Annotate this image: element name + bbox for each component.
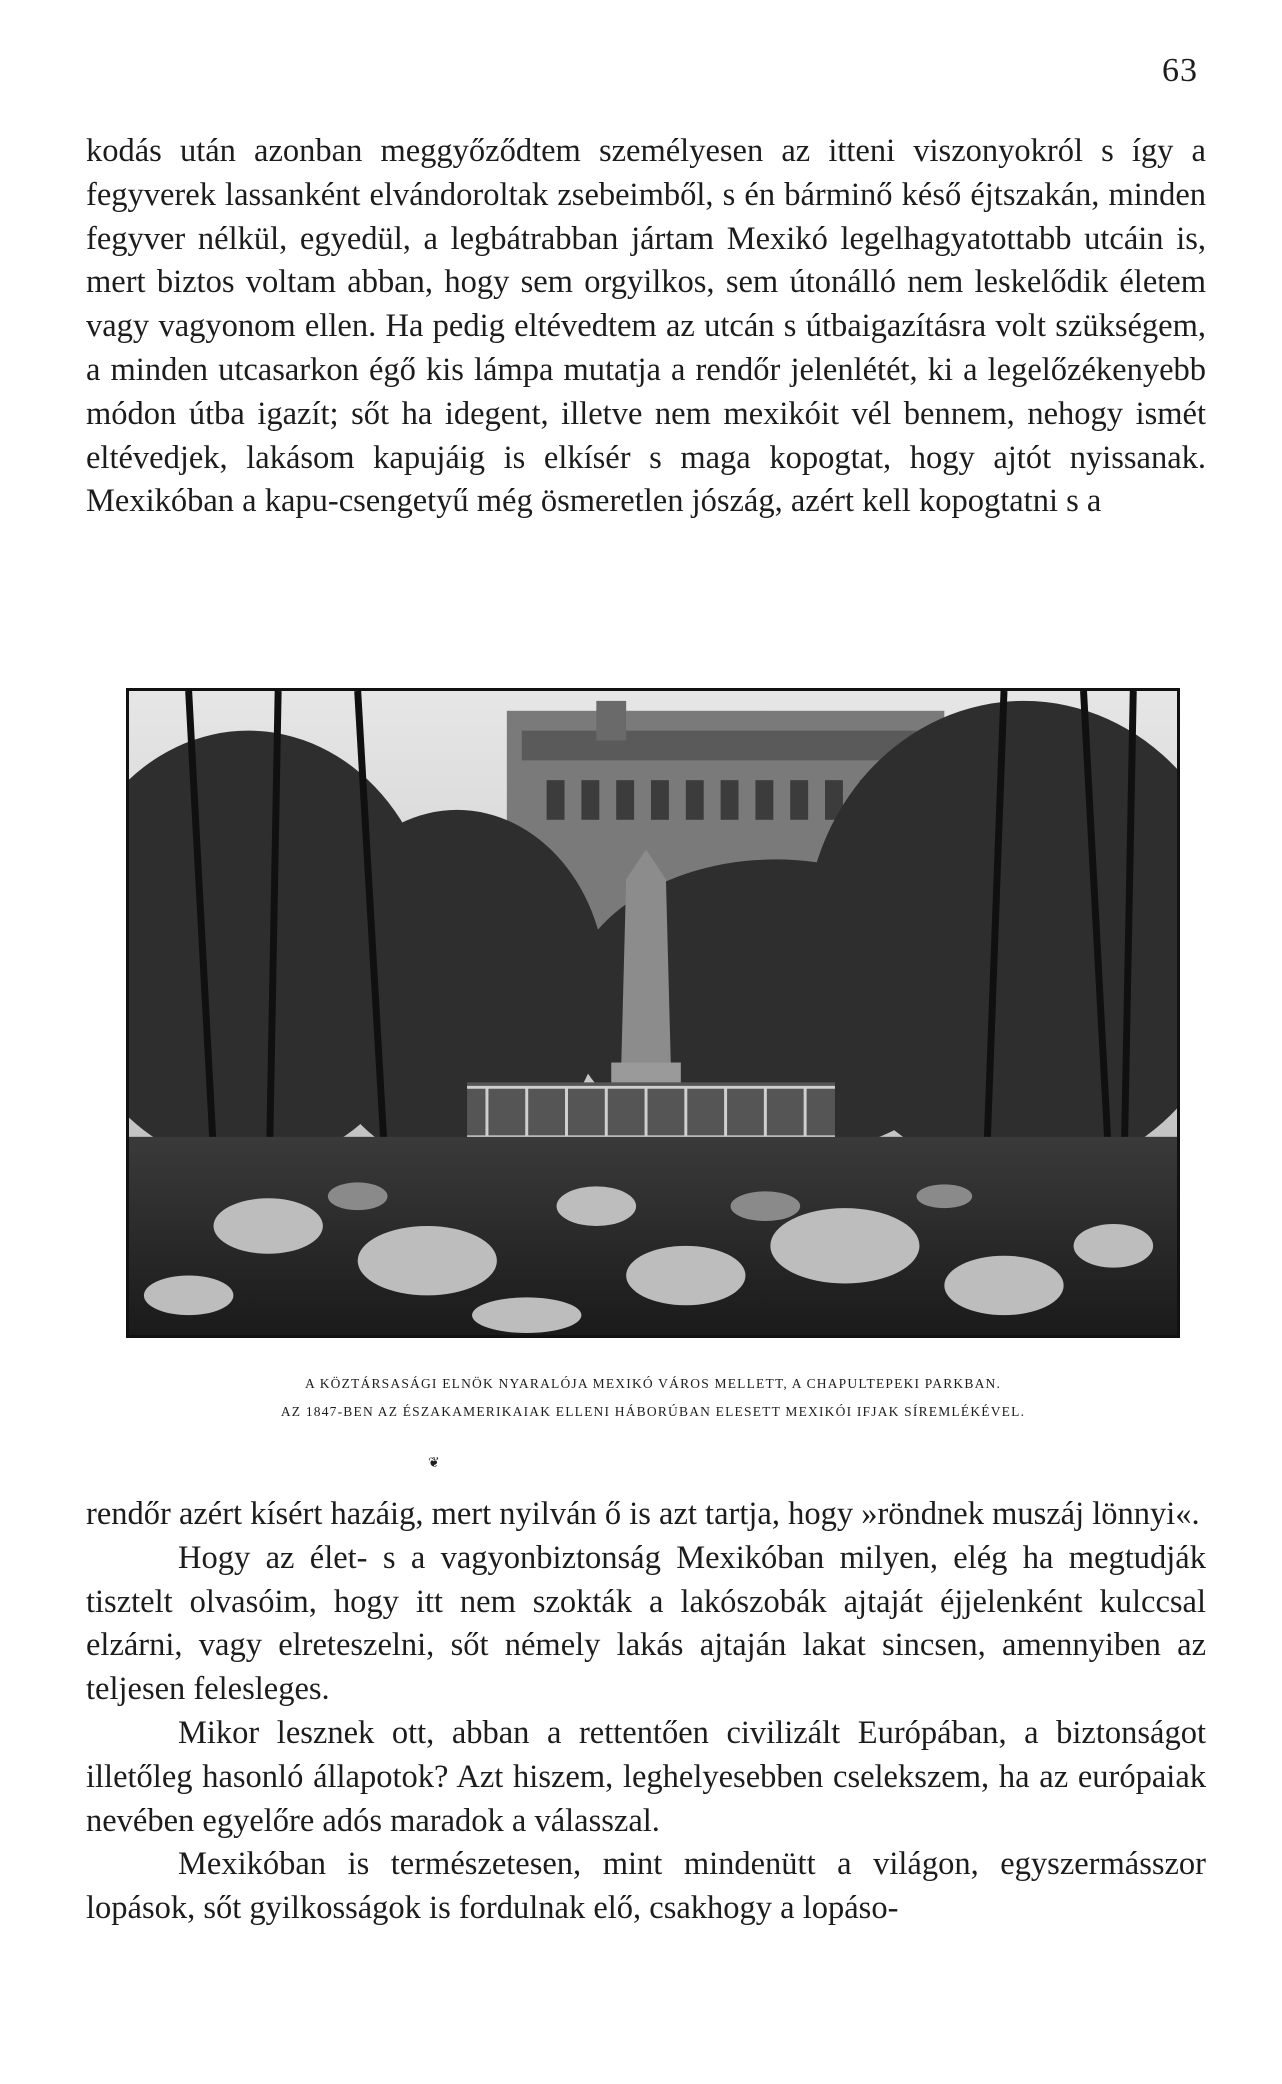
figure-caption — [126, 1370, 1180, 1426]
top-text-block — [86, 130, 1206, 524]
bottom-text-block — [86, 1493, 1206, 1931]
photo-illustration — [129, 691, 1177, 1335]
paragraph: Mexikóban is természetesen, mint mindenütt a világon, egyszermásszor lopások, sőt gyilkosságok is fordulnak elő, csakhogy a lopáso- — [86, 1846, 1206, 1927]
paragraph: Hogy az élet- s a vagyonbiztonság Mexikóban milyen, elég ha megtudják tisztelt olvasóim, hogy itt nem szokták a lakószobák ajtaját éjjelenként kulccsal elzárni, vagy elreteszelni, sőt némely lakás ajtaján lakat sincsen, amennyiben az teljesen felesleges. — [86, 1539, 1206, 1708]
caption-line-2: AZ 1847-BEN AZ ÉSZAKAMERIKAIAK ELLENI HÁBORÚBAN ELESETT MEXIKÓI IFJAK SÍREMLÉKÉVEL. — [280, 1404, 1026, 1419]
page-number: 63 — [1162, 52, 1198, 89]
chapultepec-park-photo — [126, 688, 1180, 1338]
paragraph: rendőr azért kísért hazáig, mert nyilván ő is azt tartja, hogy »röndnek muszáj lönnyi«. — [86, 1496, 1200, 1532]
paragraph: kodás után azonban meggyőződtem személyesen az itteni viszonyokról s így a fegyverek lassanként elvándoroltak zsebeimből, s én bárminő késő éjtszakán, minden fegyver nélkül, egyedül, a legbátrabban jártam Mexikó legelhagyatottabb utcáin is, mert biztos voltam abban, hogy sem orgyilkos, sem útonálló nem leskelődik életem vagy vagyonom ellen. Ha pedig eltévedtem az utcán s útbaigazításra volt szükségem, a minden utcasarkon égő kis lámpa mutatja a rendőr jelenlétét, ki a legelőzékenyebb módon útba igazít; sőt ha idegent, illetve nem mexikóit vél bennem, nehogy ismét eltévedjek, lakásom kapujáig is elkísér s maga kopogtat, hogy ajtót nyissanak. Mexikóban a kapu-csengetyű még ösmeretlen jószág, azért kell kopogtatni s a — [86, 133, 1206, 520]
caption-line-1: A KÖZTÁRSASÁGI ELNÖK NYARALÓJA MEXIKÓ VÁROS MELLETT, A CHAPULTEPEKI PARKBAN. — [304, 1376, 1002, 1391]
ornament-icon: ❦ — [428, 1456, 440, 1471]
paragraph: Mikor lesznek ott, abban a rettentően civilizált Európában, a biztonságot illetőleg hasonló állapotok? Azt hiszem, leghelyesebben cselekszem, ha az európaiak nevében egyelőre adós maradok a válasszal. — [86, 1714, 1206, 1839]
